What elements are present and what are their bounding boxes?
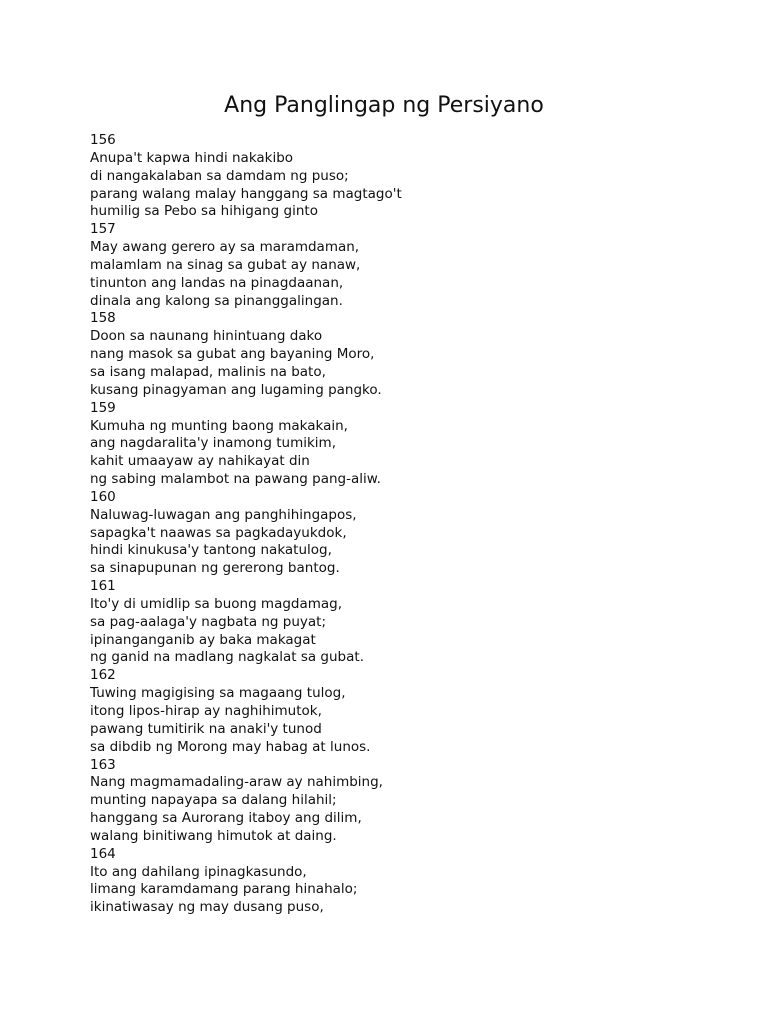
verse-line: sa dibdib ng Morong may habag at lunos.	[90, 738, 371, 755]
stanza	[90, 846, 710, 917]
verse-line: kahit umaayaw ay nahikayat din	[90, 453, 310, 470]
verse-line: Tuwing magigising sa magaang tulog,	[90, 685, 346, 702]
verse-line: limang karamdamang parang hinahalo;	[90, 881, 358, 898]
stanza	[90, 221, 710, 310]
verse-line: sa isang malapad, malinis na bato,	[90, 363, 326, 380]
stanza-number: 163	[90, 756, 116, 773]
verse-line: sapagka't naawas sa pagkadayukdok,	[90, 524, 347, 541]
verse-line: Kumuha ng munting baong makakain,	[90, 417, 348, 434]
stanza	[90, 489, 710, 578]
verse-line: Anupa't kapwa hindi nakakibo	[90, 149, 294, 166]
stanza	[90, 578, 710, 667]
verse-line: parang walang malay hanggang sa magtago't	[90, 185, 402, 202]
verse-line: ipinanganganib ay baka makagat	[90, 631, 316, 648]
poem-body	[90, 132, 710, 917]
verse-line: hanggang sa Aurorang itaboy ang dilim,	[90, 810, 362, 827]
verse-line: tinunton ang landas na pinagdaanan,	[90, 274, 344, 291]
verse-line: dinala ang kalong sa pinanggalingan.	[90, 292, 343, 309]
verse-line: ikinatiwasay ng may dusang puso,	[90, 899, 324, 916]
stanza	[90, 132, 710, 221]
stanza	[90, 667, 710, 756]
verse-line: Doon sa naunang hinintuang dako	[90, 328, 323, 345]
verse-line: di nangakalaban sa damdam ng puso;	[90, 167, 349, 184]
stanza-number: 157	[90, 221, 116, 238]
stanza-number: 164	[90, 845, 116, 862]
stanza	[90, 310, 710, 399]
verse-line: Ito ang dahilang ipinagkasundo,	[90, 863, 307, 880]
verse-line: humilig sa Pebo sa hihigang ginto	[90, 203, 318, 220]
verse-line: ang nagdaralita'y inamong tumikim,	[90, 435, 336, 452]
stanza-number: 158	[90, 310, 116, 327]
verse-line: hindi kinukusa'y tantong nakatulog,	[90, 542, 332, 559]
stanza-number: 160	[90, 488, 116, 505]
verse-line: sa pag-aalaga'y nagbata ng puyat;	[90, 613, 327, 630]
verse-line: walang binitiwang himutok at daing.	[90, 827, 337, 844]
stanza	[90, 400, 710, 489]
verse-line: munting napayapa sa dalang hilahil;	[90, 792, 337, 809]
verse-line: itong lipos-hirap ay naghihimutok,	[90, 703, 322, 719]
stanza-number: 156	[90, 132, 116, 148]
verse-line: ng sabing malambot na pawang pang-aliw.	[90, 471, 381, 488]
stanza	[90, 757, 710, 846]
verse-line: Ito'y di umidlip sa buong magdamag,	[90, 595, 343, 612]
verse-line: Nang magmamadaling-araw ay nahimbing,	[90, 774, 383, 791]
verse-line: kusang pinagyaman ang lugaming pangko.	[90, 381, 382, 398]
verse-line: May awang gerero ay sa maramdaman,	[90, 239, 360, 256]
page-title: Ang Panglingap ng Persiyano	[224, 93, 544, 118]
stanza-number: 162	[90, 667, 116, 684]
verse-line: pawang tumitirik na anaki'y tunod	[90, 720, 322, 737]
verse-line: ng ganid na madlang nagkalat sa gubat.	[90, 649, 364, 666]
verse-line: malamlam na sinag sa gubat ay nanaw,	[90, 256, 361, 273]
stanza-number: 159	[90, 399, 116, 416]
stanza-number: 161	[90, 578, 116, 595]
verse-line: nang masok sa gubat ang bayaning Moro,	[90, 346, 375, 363]
verse-line: Naluwag-luwagan ang panghihingapos,	[90, 506, 357, 523]
verse-line: sa sinapupunan ng gererong bantog.	[90, 560, 340, 577]
